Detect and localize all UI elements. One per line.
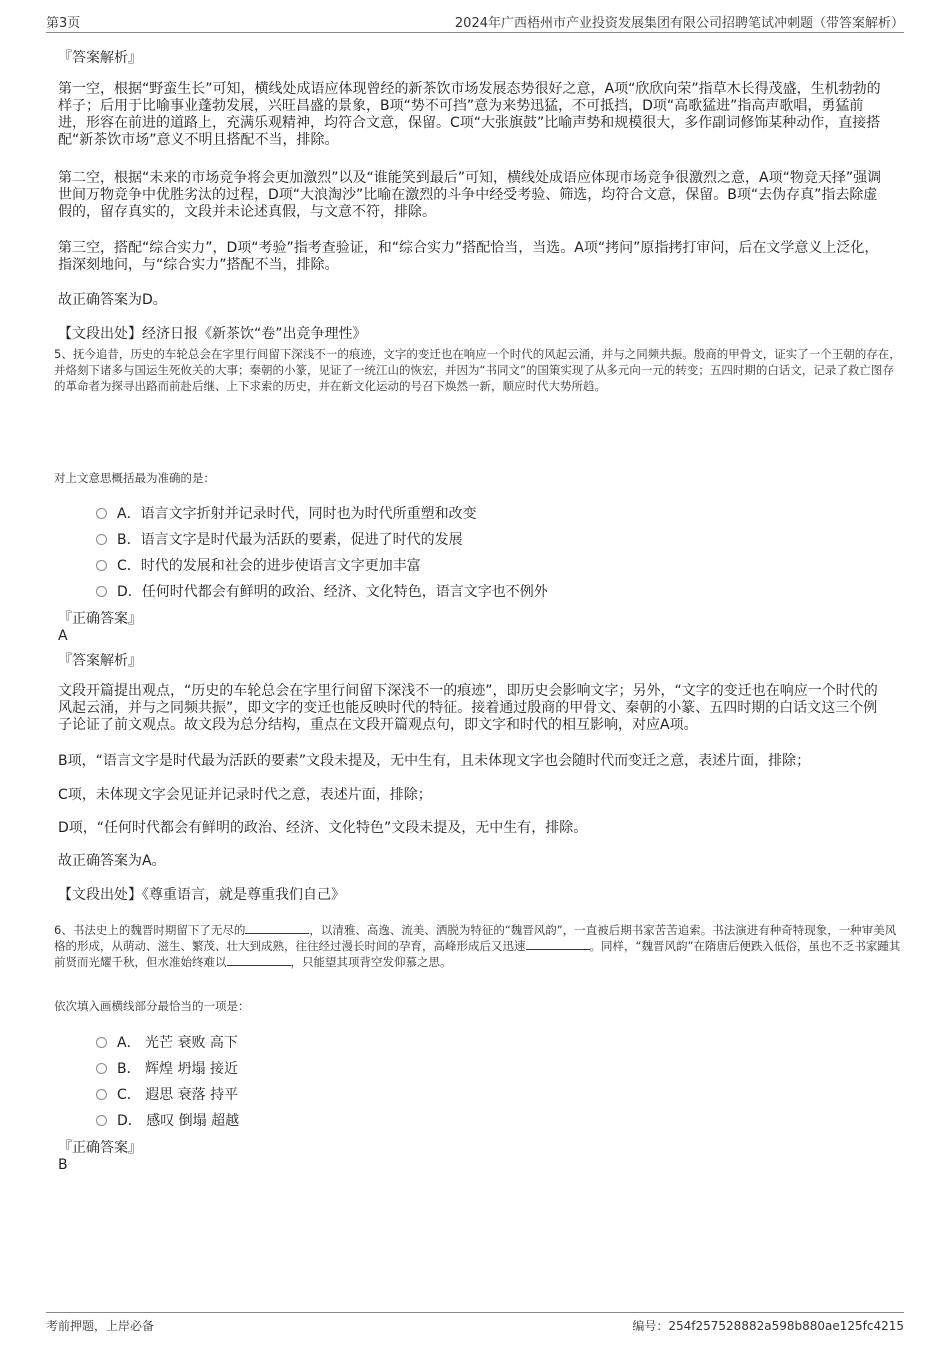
radio-icon[interactable] [96, 560, 107, 571]
q6-answer-tag: 『正确答案』 [58, 1140, 142, 1156]
q5-answer: A [58, 628, 68, 644]
q5-option-c[interactable]: C．时代的发展和社会的进步使语言文字更加丰富 [96, 555, 421, 575]
radio-icon[interactable] [96, 534, 107, 545]
q5-analysis-p4: D项，“任何时代都会有鲜明的政治、经济、文化特色”文段未提及，无中生有，排除。 [58, 820, 588, 836]
q5-analysis-p2: B项，“语言文字是时代最为活跃的要素”文段未提及，无中生有，且未体现文字也会随时代而变迁之意，表述片面，排除； [58, 753, 811, 769]
q5-analysis-tag: 『答案解析』 [58, 653, 142, 669]
q5-option-b[interactable]: B．语言文字是时代最为活跃的要素，促进了时代的发展 [96, 529, 463, 549]
radio-icon[interactable] [96, 1063, 107, 1074]
q6-option-c[interactable]: C． 遐思 衰落 持平 [96, 1084, 238, 1104]
code-value: 254f257528882a598b880ae125fc4215 [668, 1319, 904, 1333]
radio-icon[interactable] [96, 1115, 107, 1126]
q6-answer: B [58, 1157, 68, 1173]
q5-stem: 5、抚今追昔，历史的车轮总会在字里行间留下深浅不一的痕迹，文字的变迁也在响应一个时代的风起云涌，并与之同频共振。殷商的甲骨文，证实了一个王朝的存在，并烙刻下诸多与国运生死攸关的大事；秦朝的小篆，见证了一统江山的恢宏，并因为“书同文”的国策实现了从多元向一元的转变；五四时期的白话文，记录了救亡图存的革命者为探寻出路而前赴后继、上下求索的历史，并在新文化运动的号召下焕然一新，顺应时代大势所趋。 [54, 347, 901, 393]
q4-analysis-p1: 第一空，根据“野蛮生长”可知，横线处成语应体现曾经的新茶饮市场发展态势很好之意，A项“欣欣向荣”指草木长得茂盛，生机勃勃的样子；后用于比喻事业蓬勃发展，兴旺昌盛的景象，B项“势不可挡”意为来势迅猛，不可抵挡，D项“高歌猛进”指高声歌唱，勇猛前进，形容在前进的道路上，充满乐观精神，均符合文意，保留。C项“大张旗鼓”比喻声势和规模很大，多作副词修饰某种动作，直接搭配“新茶饮市场”意义不明且搭配不当，排除。 [58, 81, 881, 148]
blank-2 [526, 939, 590, 950]
q6-option-b[interactable]: B． 辉煌 坍塌 接近 [96, 1058, 238, 1078]
q5-source-text: 《尊重语言，就是尊重我们自己》 [142, 887, 345, 903]
q5-source [58, 887, 890, 904]
q4-analysis-tag: 『答案解析』 [58, 50, 142, 66]
radio-icon[interactable] [96, 1089, 107, 1100]
q5-prompt: 对上文意思概括最为准确的是： [54, 471, 215, 485]
page-number: 第3页 [46, 16, 81, 31]
footer-slogan: 考前押题，上岸必备 [46, 1319, 155, 1333]
q6-option-d[interactable]: D． 感叹 倒塌 超越 [96, 1110, 239, 1130]
source-prefix: 【文段出处】 [58, 887, 142, 903]
q6-option-a[interactable]: A． 光芒 衰败 高下 [96, 1032, 238, 1052]
footer-code [632, 1317, 904, 1334]
radio-icon[interactable] [96, 508, 107, 519]
q5-analysis-p1: 文段开篇提出观点，“历史的车轮总会在字里行间留下深浅不一的痕迹”，即历史会影响文字；另外，“文字的变迁也在响应一个时代的风起云涌，并与之同频共振”，即文字的变迁也能反映时代的特征。接着通过殷商的甲骨文、秦朝的小篆、五四时期的白话文这三个例子论证了前文观点。故文段为总分结构，重点在文段开篇观点句，即文字和时代的相互影响，对应A项。 [58, 683, 878, 733]
q6-prompt: 依次填入画横线部分最恰当的一项是： [54, 999, 250, 1013]
document-title: 2024年广西梧州市产业投资发展集团有限公司招聘笔试冲刺题（带答案解析） [454, 16, 904, 31]
q5-option-a[interactable]: A．语言文字折射并记录时代，同时也为时代所重塑和改变 [96, 503, 477, 523]
q4-source [58, 326, 890, 343]
q4-analysis-p2: 第二空，根据“未来的市场竞争将会更加激烈”以及“谁能笑到最后”可知，横线处成语应体现市场竞争很激烈之意，A项“物竞天择”强调世间万物竞争中优胜劣汰的过程，D项“大浪淘沙”比喻在激烈的斗争中经受考验、筛选，均符合文意，保留。B项“去伪存真”指去除虚假的，留存真实的，文段并未论述真假，与文意不符，排除。 [58, 170, 882, 220]
radio-icon[interactable] [96, 586, 107, 597]
q5-option-d[interactable]: D．任何时代都会有鲜明的政治、经济、文化特色，语言文字也不例外 [96, 581, 548, 601]
page-footer [46, 1312, 904, 1335]
code-label: 编号： [632, 1319, 669, 1333]
radio-icon[interactable] [96, 1037, 107, 1048]
q5-conclusion: 故正确答案为A。 [58, 853, 166, 869]
blank-1 [245, 923, 309, 934]
q4-conclusion: 故正确答案为D。 [58, 292, 167, 308]
source-prefix: 【文段出处】 [58, 326, 142, 342]
page-header [46, 10, 904, 33]
q5-analysis-p3: C项，未体现文字会见证并记录时代之意，表述片面，排除； [58, 787, 432, 803]
q6-stem: 6、书法史上的魏晋时期留下了无尽的 ，以清雅、高逸、流美、洒脱为特征的“魏晋风韵”，一直被后期书家苦苦追索。书法演进有种奇特现象，一种审美风格的形成，从萌动、滋生、繁茂、壮大到成熟，往往经过漫长时间的孕育，高峰形成后又迅速 。同样，“魏晋风韵”在隋唐后便跌入低俗，虽也不乏书家踵其前贤而光耀千秋，但水准始终难以 ，只能望其项背空发仰慕之思。 [54, 923, 901, 969]
q5-answer-tag: 『正确答案』 [58, 611, 142, 627]
q4-source-text: 经济日报《新茶饮“卷”出竞争理性》 [142, 326, 367, 342]
q4-analysis-p3: 第三空，搭配“综合实力”，D项“考验”指考查验证，和“综合实力”搭配恰当，当选。A项“拷问”原指拷打审问，后在文学意义上泛化，指深刻地问，与“综合实力”搭配不当，排除。 [58, 240, 879, 273]
blank-3 [227, 955, 291, 966]
